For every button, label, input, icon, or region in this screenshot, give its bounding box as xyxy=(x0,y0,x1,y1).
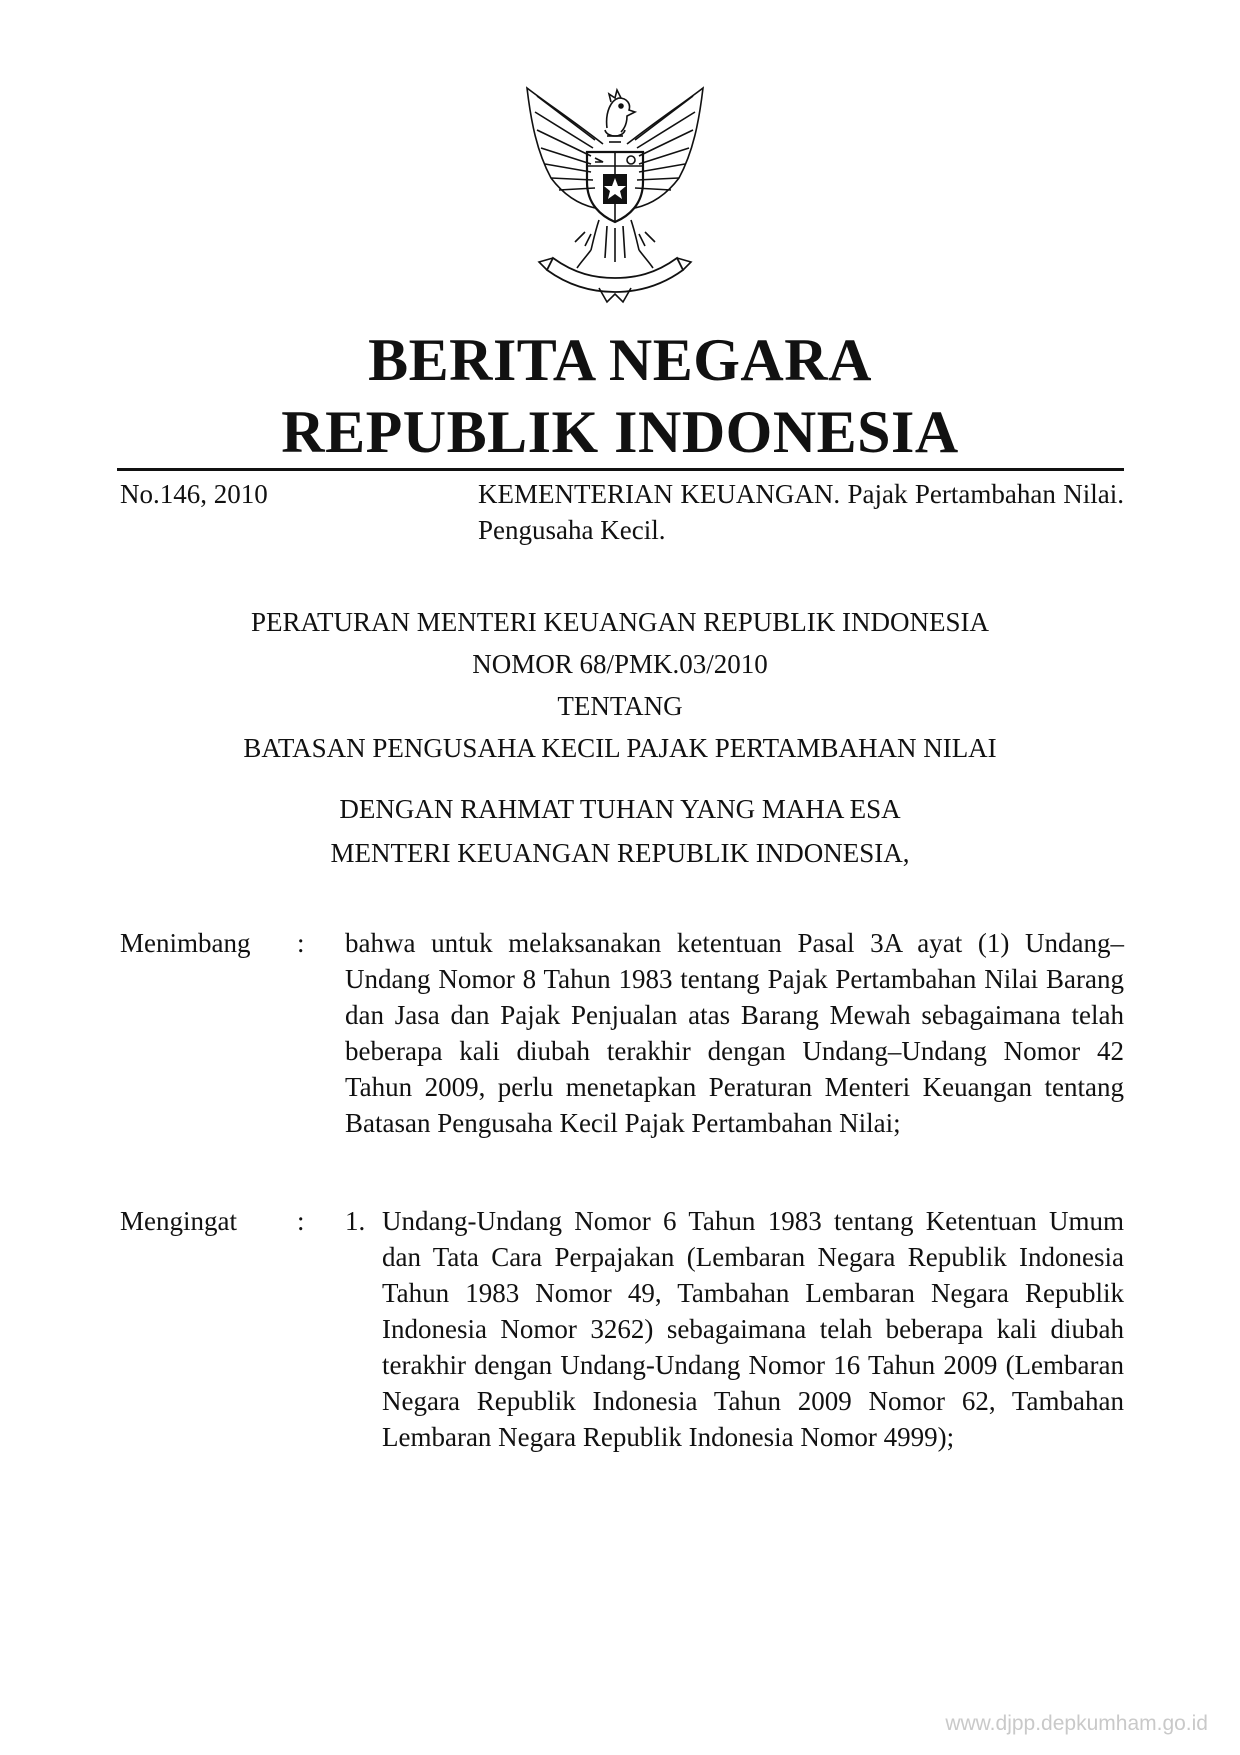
masthead-subtitle: REPUBLIK INDONESIA xyxy=(281,399,959,465)
menimbang-text: bahwa untuk melaksanakan ketentuan Pasal 3A ayat (1) Undang–Undang Nomor 8 Tahun 1983 tentang Pajak Pertambahan Nilai Barang dan Jasa dan Pajak Penjualan atas Barang Mewah sebagaimana telah beberapa kali diubah terakhir dengan Undang–Undang Nomor 42 Tahun 2009, perlu menetapkan Peraturan Menteri Keuangan tentang Batasan Pengusaha Kecil Pajak Pertambahan Nilai; xyxy=(345,928,1124,1138)
masthead-title: BERITA NEGARA xyxy=(368,327,872,393)
mengingat-item-number: 1. xyxy=(345,1206,366,1236)
mengingat-item-text: Undang-Undang Nomor 6 Tahun 1983 tentang Ketentuan Umum dan Tata Cara Perpajakan (Lembaran Negara Republik Indonesia Tahun 1983 Nomor 49, Tambahan Lembaran Negara Republik Indonesia Nomor 3262) sebagaimana telah beberapa kali diubah terakhir dengan Undang-Undang Nomor 16 Tahun 2009 (Lembaran Negara Republik Indonesia Tahun 2009 Nomor 62, Tambahan Lembaran Negara Republik Indonesia Nomor 4999); xyxy=(382,1206,1124,1452)
regulation-title: PERATURAN MENTERI KEUANGAN REPUBLIK INDONESIA xyxy=(251,607,989,637)
garuda-emblem-icon xyxy=(515,82,715,304)
mengingat-colon: : xyxy=(297,1206,305,1236)
preamble-minister: MENTERI KEUANGAN REPUBLIK INDONESIA, xyxy=(330,838,910,868)
source-watermark: www.djpp.depkumham.go.id xyxy=(945,1712,1208,1735)
regulation-subject: BATASAN PENGUSAHA KECIL PAJAK PERTAMBAHAN NILAI xyxy=(243,733,997,763)
header-divider xyxy=(117,468,1124,471)
gazette-number: No.146, 2010 xyxy=(120,479,268,509)
regulation-number: NOMOR 68/PMK.03/2010 xyxy=(472,649,768,679)
menimbang-label: Menimbang xyxy=(120,928,251,958)
gazette-subject: KEMENTERIAN KEUANGAN. Pajak Pertambahan Nilai. Pengusaha Kecil. xyxy=(478,479,1124,545)
menimbang-colon: : xyxy=(297,928,305,958)
regulation-tentang: TENTANG xyxy=(557,691,683,721)
preamble-invocation: DENGAN RAHMAT TUHAN YANG MAHA ESA xyxy=(339,794,901,824)
mengingat-label: Mengingat xyxy=(120,1206,237,1236)
